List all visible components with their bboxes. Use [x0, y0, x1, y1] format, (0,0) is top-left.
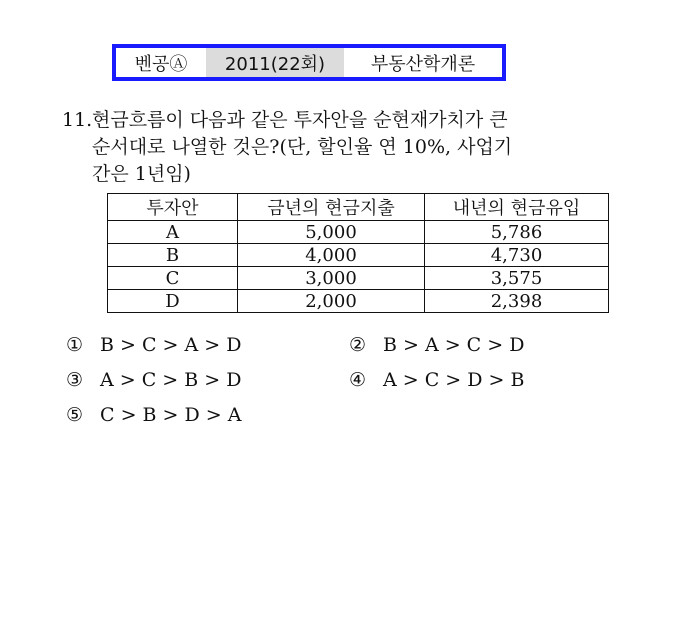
- choice-1[interactable]: [66, 334, 241, 356]
- question-text: [92, 107, 612, 188]
- choice-2[interactable]: [349, 334, 524, 356]
- table-row: [108, 221, 609, 244]
- choice-text: A > C > B > D: [100, 369, 242, 391]
- question-line-2: 순서대로 나열한 것은?(단, 할인율 연 10%, 사업기: [92, 136, 513, 158]
- choice-4[interactable]: [349, 369, 524, 391]
- choice-number: ③: [66, 369, 84, 391]
- table-cell: A: [108, 221, 238, 244]
- choice-5[interactable]: [66, 404, 241, 426]
- table-header-row: [108, 194, 609, 221]
- table-cell: 2,000: [238, 290, 425, 313]
- header-year-label: 2011(22회): [224, 53, 326, 75]
- choice-number: ①: [66, 334, 84, 356]
- question-number: 11.: [62, 109, 93, 131]
- question-line-3: 간은 1년임): [92, 163, 191, 185]
- table-header-cell: 내년의 현금유입: [425, 194, 609, 221]
- table-cell: 2,398: [425, 290, 609, 313]
- table-header-cell: 투자안: [108, 194, 238, 221]
- choice-text: C > B > D > A: [100, 404, 242, 426]
- question-line-1: 현금흐름이 다음과 같은 투자안을 순현재가치가 큰: [92, 109, 508, 131]
- choice-text: A > C > D > B: [383, 369, 525, 391]
- header-year: [206, 48, 344, 77]
- table-cell: 3,000: [238, 267, 425, 290]
- table-cell: 5,786: [425, 221, 609, 244]
- header-subject: [344, 48, 502, 77]
- choice-text: B > C > A > D: [100, 334, 242, 356]
- table-cell: 4,730: [425, 244, 609, 267]
- choice-number: ②: [349, 334, 367, 356]
- table-header-cell: 금년의 현금지출: [238, 194, 425, 221]
- header-series-label: 벤공Ⓐ: [134, 53, 188, 75]
- table-cell: C: [108, 267, 238, 290]
- table-cell: 4,000: [238, 244, 425, 267]
- table-row: [108, 244, 609, 267]
- header-series: [116, 48, 206, 77]
- header-subject-label: 부동산학개론: [370, 53, 476, 75]
- choice-number: ⑤: [66, 404, 84, 426]
- choice-text: B > A > C > D: [383, 334, 525, 356]
- exam-header: [112, 44, 506, 81]
- table-row: [108, 290, 609, 313]
- table-cell: 5,000: [238, 221, 425, 244]
- choice-3[interactable]: [66, 369, 241, 391]
- cashflow-table: [107, 193, 609, 313]
- table-cell: 3,575: [425, 267, 609, 290]
- table-cell: B: [108, 244, 238, 267]
- choice-number: ④: [349, 369, 367, 391]
- table-row: [108, 267, 609, 290]
- table-cell: D: [108, 290, 238, 313]
